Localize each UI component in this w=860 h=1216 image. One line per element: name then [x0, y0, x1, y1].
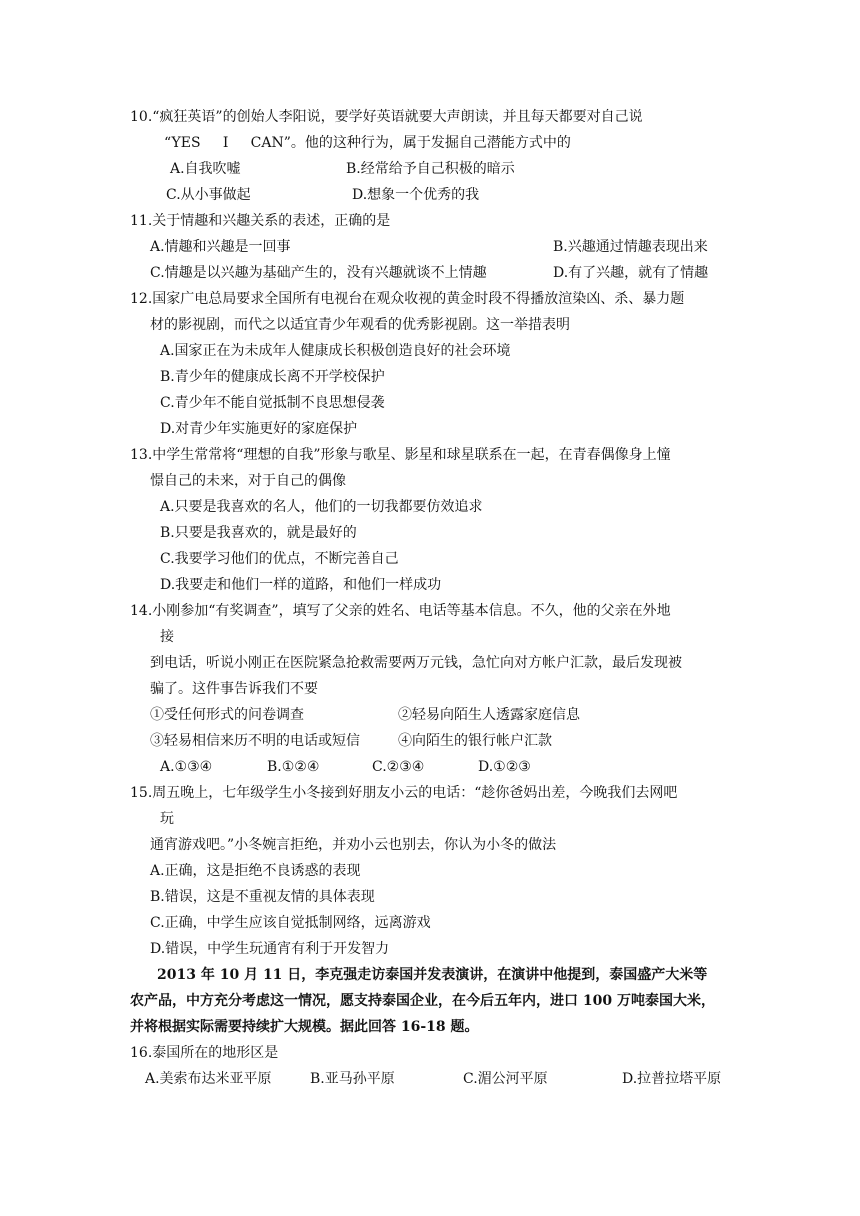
- q10-option-a: A.自我吹嘘: [170, 161, 241, 177]
- q12-option-b: B.青少年的健康成长离不开学校保护: [160, 369, 385, 385]
- q15-stem-line2: 玩: [160, 811, 174, 827]
- q14-item-2: ②轻易向陌生人透露家庭信息: [398, 707, 580, 723]
- q13-stem-line2: 憬自己的未来，对于自己的偶像: [150, 473, 346, 489]
- q15-option-b: B.错误，这是不重视友情的具体表现: [150, 889, 375, 905]
- q12-option-a: A.国家正在为未成年人健康成长积极创造良好的社会环境: [160, 343, 511, 359]
- q12-stem-line2: 材的影视剧，而代之以适宜青少年观看的优秀影视剧。这一举措表明: [150, 317, 570, 333]
- material-line2: 农产品，中方充分考虑这一情况，愿支持泰国企业，在今后五年内，进口 100 万吨泰国大米，: [130, 993, 715, 1009]
- q13-option-b: B.只要是我喜欢的，就是最好的: [160, 525, 357, 541]
- q15-stem-line3: 通宵游戏吧。”小冬婉言拒绝，并劝小云也别去，你认为小冬的做法: [150, 837, 557, 853]
- q13-option-d: D.我要走和他们一样的道路，和他们一样成功: [160, 577, 442, 593]
- q10-option-d: D.想象一个优秀的我: [352, 187, 480, 203]
- q16-option-c: C.湄公河平原: [463, 1071, 548, 1087]
- q16-option-a: A.美索布达米亚平原: [145, 1071, 272, 1087]
- q14-stem-line4: 骗了。这件事告诉我们不要: [150, 681, 318, 697]
- q14-stem-line3: 到电话，听说小刚正在医院紧急抢救需要两万元钱，急忙向对方帐户汇款，最后发现被: [150, 655, 682, 671]
- q16-stem: 16.泰国所在的地形区是: [130, 1045, 279, 1061]
- material-line3: 并将根据实际需要持续扩大规模。据此回答 16-18 题。: [130, 1019, 479, 1035]
- q14-option-b: B.①②④: [267, 759, 320, 775]
- q16-option-b: B.亚马孙平原: [310, 1071, 395, 1087]
- q14-option-d: D.①②③: [478, 759, 531, 775]
- q12-stem-line1: 12.国家广电总局要求全国所有电视台在观众收视的黄金时段不得播放渲染凶、杀、暴力题: [130, 291, 685, 307]
- q10-stem-line2: “YES I CAN”。他的这种行为，属于发掘自己潜能方式中的: [164, 135, 571, 151]
- q11-option-d: D.有了兴趣，就有了情趣: [553, 265, 709, 281]
- q16-option-d: D.拉普拉塔平原: [622, 1071, 722, 1087]
- q11-option-b: B.兴趣通过情趣表现出来: [553, 239, 708, 255]
- q10-option-b: B.经常给予自己积极的暗示: [346, 161, 515, 177]
- q15-option-d: D.错误，中学生玩通宵有利于开发智力: [150, 941, 390, 957]
- q11-option-c: C.情趣是以兴趣为基础产生的，没有兴趣就谈不上情趣: [150, 265, 487, 281]
- q15-option-a: A.正确，这是拒绝不良诱惑的表现: [150, 863, 361, 879]
- q14-item-1: ①受任何形式的问卷调查: [150, 707, 304, 723]
- q13-option-a: A.只要是我喜欢的名人，他们的一切我都要仿效追求: [160, 499, 483, 515]
- q10-option-c: C.从小事做起: [166, 187, 251, 203]
- q11-stem: 11.关于情趣和兴趣关系的表述，正确的是: [130, 213, 391, 229]
- q10-stem-line1: 10.“疯狂英语”的创始人李阳说，要学好英语就要大声朗读，并且每天都要对自己说: [130, 109, 643, 125]
- q13-stem-line1: 13.中学生常常将“理想的自我”形象与歌星、影星和球星联系在一起，在青春偶像身上憧: [130, 447, 671, 463]
- q12-option-d: D.对青少年实施更好的家庭保护: [160, 421, 358, 437]
- q13-option-c: C.我要学习他们的优点，不断完善自己: [160, 551, 399, 567]
- q15-option-c: C.正确，中学生应该自觉抵制网络，远离游戏: [150, 915, 431, 931]
- q12-option-c: C.青少年不能自觉抵制不良思想侵袭: [160, 395, 385, 411]
- q11-option-a: A.情趣和兴趣是一回事: [150, 239, 291, 255]
- q15-stem-line1: 15.周五晚上，七年级学生小冬接到好朋友小云的电话：“趁你爸妈出差，今晚我们去网吧: [130, 785, 678, 801]
- q14-stem-line2: 接: [160, 629, 174, 645]
- q14-item-3: ③轻易相信来历不明的电话或短信: [150, 733, 360, 749]
- q14-stem-line1: 14.小刚参加“有奖调查”，填写了父亲的姓名、电话等基本信息。不久，他的父亲在外地: [130, 603, 671, 619]
- q14-item-4: ④向陌生的银行帐户汇款: [398, 733, 552, 749]
- q14-option-a: A.①③④: [160, 759, 213, 775]
- material-line1: 2013 年 10 月 11 日，李克强走访泰国并发表演讲，在演讲中他提到，泰国盛产大米等: [157, 967, 708, 983]
- q14-option-c: C.②③④: [372, 759, 425, 775]
